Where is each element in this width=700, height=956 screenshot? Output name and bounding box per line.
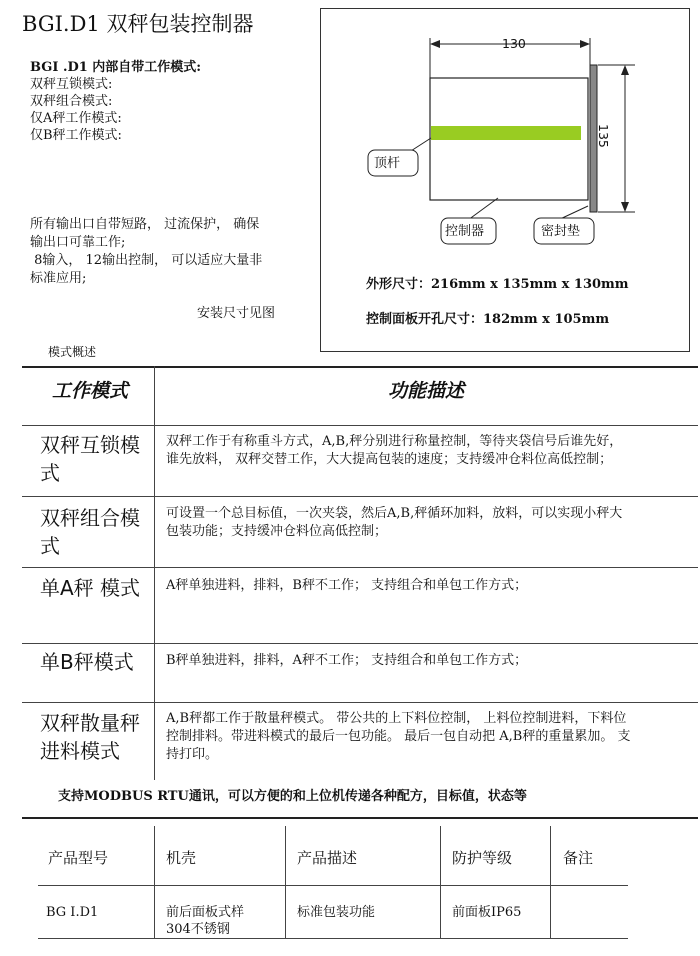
rod-bar	[431, 126, 581, 140]
modes-caption: 模式概述	[48, 345, 97, 359]
desc-line: 控制排料。带进料模式的最后一包功能。 最后一包自动把 A,B秤的重量累加。 支	[166, 729, 631, 744]
arrow-up-icon	[621, 65, 629, 75]
product-col-divider	[440, 826, 441, 938]
mode-description	[166, 505, 622, 541]
install-note: 安装尺寸见图	[197, 306, 276, 321]
feature-line: 所有输出口自带短路， 过流保护， 确保	[30, 217, 260, 232]
mode-name	[40, 504, 140, 560]
mode-description	[166, 710, 630, 764]
arrow-left-icon	[430, 40, 440, 48]
modbus-note: 支持MODBUS RTU通讯，可以方便的和上位机传递各种配方，目标值，状态等	[58, 789, 527, 804]
desc-line: 双秤工作于有称重斗方式，A,B,秤分别进行称量控制，等待夹袋信号后谁先好，	[166, 434, 623, 449]
mode-name	[40, 574, 140, 602]
product-header-rule	[38, 885, 628, 886]
mode-name	[40, 709, 140, 765]
col-desc-header: 功能描述	[388, 380, 465, 402]
mode-description	[166, 433, 622, 469]
desc-line: B秤单独进料，排料，A秤不工作； 支持组合和单包工作方式；	[166, 653, 528, 668]
desc-line: 可设置一个总目标值，一次夹袋，然后A,B,秤循环加料，放料，可以实现小秤大	[166, 506, 623, 521]
row-rule	[22, 702, 698, 703]
intro-mode-item: 仅B秤工作模式:	[30, 128, 122, 143]
case-line: 前后面板式样	[166, 905, 245, 920]
mode-description	[166, 577, 527, 595]
product-table-top-rule	[22, 817, 698, 819]
cell-protection: 前面板IP65	[452, 905, 522, 920]
header-remark: 备注	[563, 849, 594, 867]
desc-line: A,B秤都工作于散量秤模式。 带公共的上下料位控制， 上料位控制进料，下料位	[166, 711, 627, 726]
mode-name-line: 双秤互锁模	[40, 433, 140, 457]
intro-heading: BGI .D1 内部自带工作模式:	[30, 60, 202, 75]
mode-name-line: 单B秤模式	[40, 650, 134, 674]
modes-col-divider	[154, 366, 155, 780]
mode-description	[166, 652, 527, 670]
page-title: BGI.D1 双秤包装控制器	[22, 12, 254, 36]
mode-name-line: 双秤组合模	[40, 506, 140, 530]
header-case: 机壳	[166, 849, 197, 867]
mode-name-line: 进料模式	[40, 739, 120, 763]
outer-dimensions: 外形尺寸：216mm x 135mm x 130mm	[366, 277, 629, 292]
mode-name	[40, 648, 134, 676]
case-line: 304不锈钢	[166, 922, 230, 937]
product-bottom-rule	[38, 938, 628, 939]
row-rule	[22, 425, 698, 426]
intro-mode-item: 仅A秤工作模式:	[30, 111, 122, 126]
dimension-drawing	[320, 8, 690, 352]
cutout-dimensions: 控制面板开孔尺寸：182mm x 105mm	[366, 312, 610, 327]
mode-name-line: 式	[40, 461, 60, 485]
feature-line: 8输入， 12输出控制， 可以适应大量非	[30, 253, 263, 268]
controller-callout: 控制器	[445, 224, 485, 239]
intro-modes	[30, 76, 122, 144]
cell-model: BG I.D1	[46, 905, 99, 920]
mode-name-line: 双秤散量秤	[40, 711, 140, 735]
intro-mode-item: 双秤互锁模式:	[30, 77, 113, 92]
desc-line: A秤单独进料，排料，B秤不工作； 支持组合和单包工作方式；	[166, 578, 528, 593]
mode-name-line: 式	[40, 534, 60, 558]
desc-line: 包装功能；支持缓冲仓料位高低控制；	[166, 524, 388, 539]
intro-features	[30, 216, 262, 288]
desc-line: 谁先放料， 双秤交替工作，大大提高包装的速度；支持缓冲仓料位高低控制；	[166, 452, 613, 467]
header-model: 产品型号	[48, 849, 109, 867]
feature-line: 输出口可靠工作;	[30, 235, 126, 250]
intro-mode-item: 双秤组合模式:	[30, 94, 113, 109]
row-rule	[22, 643, 698, 644]
modes-top-rule	[22, 366, 698, 368]
header-protection: 防护等级	[452, 849, 513, 867]
product-col-divider	[285, 826, 286, 938]
width-dim-label: 130	[502, 36, 526, 51]
row-rule	[22, 567, 698, 568]
arrow-down-icon	[621, 202, 629, 212]
row-rule	[22, 496, 698, 497]
rod-callout: 顶杆	[374, 156, 401, 171]
controller-leader	[468, 198, 498, 220]
desc-line: 持打印。	[166, 747, 219, 762]
height-dim-label: 135	[596, 124, 611, 148]
feature-line: 标准应用;	[30, 271, 87, 286]
product-col-divider	[154, 826, 155, 938]
cell-case	[166, 904, 244, 938]
mode-name-line: 单A秤 模式	[40, 576, 141, 600]
gasket-callout: 密封垫	[541, 224, 581, 239]
cell-description: 标准包装功能	[297, 905, 376, 920]
header-description: 产品描述	[297, 849, 358, 867]
arrow-right-icon	[580, 40, 590, 48]
product-col-divider	[550, 826, 551, 938]
col-mode-header: 工作模式	[52, 380, 129, 402]
mode-name	[40, 431, 140, 487]
